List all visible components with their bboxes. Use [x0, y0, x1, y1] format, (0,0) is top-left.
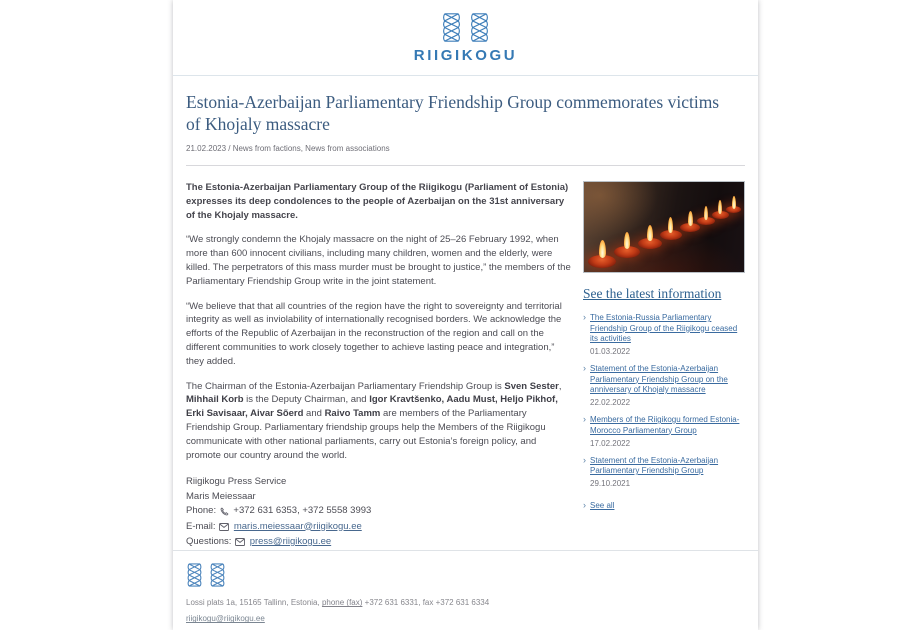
page-title: Estonia-Azerbaijan Parliamentary Friendship Group commemorates victims of Khojaly massacre: [186, 92, 720, 134]
article-divider: [186, 165, 745, 166]
contact-email-line: [186, 520, 573, 535]
member-name: Igor Kravtšenko, Aadu Must, Heljo Pikhof, Erki Savisaar, Aivar Sõerd: [186, 394, 558, 420]
logo-text: RIIGIKOGU: [413, 47, 518, 64]
member-name: Mihhail Korb: [186, 394, 244, 406]
footer-ornament-icons: [186, 563, 745, 587]
ornament-icon: [209, 563, 226, 587]
news-date: 17.02.2022: [590, 438, 631, 448]
article-meta: 21.02.2023 / News from factions, News from associations: [186, 144, 390, 153]
news-link[interactable]: Members of the Riigikogu formed Estonia-Morocco Parliamentary Group: [590, 415, 740, 435]
member-name: Raivo Tamm: [324, 408, 381, 420]
paragraph-members: [186, 380, 573, 463]
latest-news-item: [583, 364, 745, 407]
sidebar: [583, 181, 745, 550]
phone-label: Phone:: [186, 505, 217, 517]
contact-person: Maris Meiessaar: [186, 490, 256, 502]
latest-news-item: [583, 313, 745, 356]
riigikogu-logo[interactable]: [414, 12, 517, 64]
see-all-link[interactable]: See all: [590, 501, 615, 510]
latest-news-list: [583, 313, 745, 512]
email-label: E-mail:: [186, 520, 216, 532]
questions-label: Questions:: [186, 535, 232, 547]
latest-news-item: [583, 415, 745, 448]
page-card: [173, 0, 758, 630]
contact-email-link[interactable]: maris.meiessaar@riigikogu.ee: [233, 520, 362, 532]
members-text-segment: are members of the Parliamentary Friendship Group. Parliamentary friendship groups help the Members of the Riigikogu communicate with other national parliaments, carry out Estonia’s foreign policy, and promote our country around the world.: [186, 408, 546, 461]
article-body: [186, 181, 573, 550]
page-content: [173, 76, 758, 550]
members-text-segment: ,: [558, 380, 562, 392]
news-date: 22.02.2022: [590, 398, 631, 407]
news-date: 29.10.2021: [590, 479, 631, 488]
see-all-item: [583, 501, 745, 512]
site-header: [173, 0, 758, 76]
latest-information-heading[interactable]: See the latest information: [583, 286, 722, 301]
phone-numbers: +372 631 6353, +372 5558 3993: [233, 505, 372, 517]
email-icon: [235, 536, 245, 550]
latest-news-item: [583, 456, 745, 489]
email-icon: [219, 521, 229, 535]
members-text-segment: is the Deputy Chairman, and: [243, 394, 370, 406]
footer-email-link[interactable]: riigikogu@riigikogu.ee: [186, 614, 265, 624]
chevron-right-icon: ›: [583, 454, 586, 465]
contact-phone-line: [186, 504, 573, 519]
chevron-right-icon: ›: [583, 500, 586, 510]
paragraph-quote-2: “We believe that that all countries of the region have the right to sovereignty and territorial integrity as well as inviolability of internationally recognised borders. We acknowledge the efforts of the Republic of Azerbaijan in the reconstruction of the region and call on the different communities to work closely together to achieve lasting peace and integration,” they added.: [186, 300, 562, 367]
news-link[interactable]: Statement of the Estonia-Azerbaijan Parliamentary Friendship Group: [590, 455, 719, 475]
phone-icon: [220, 505, 229, 519]
logo-ornament-icons: [414, 12, 517, 43]
news-link[interactable]: Statement of the Estonia-Azerbaijan Parliamentary Friendship Group on the anniversary of Khojaly massacre: [590, 364, 728, 394]
news-link[interactable]: The Estonia-Russia Parliamentary Friendship Group of the Riigikogu ceased its activities: [590, 313, 738, 343]
chevron-right-icon: ›: [583, 363, 586, 373]
footer-address-text: Lossi plats 1a, 15165 Tallinn, Estonia,: [186, 598, 322, 608]
site-footer: [173, 550, 758, 630]
contact-org: Riigikogu Press Service: [186, 476, 287, 488]
contact-questions-line: [186, 535, 573, 550]
footer-address: [186, 598, 745, 607]
contact-questions-link[interactable]: press@riigikogu.ee: [249, 535, 332, 547]
ornament-icon: [469, 12, 490, 43]
chevron-right-icon: ›: [583, 414, 586, 424]
contact-block: [186, 475, 573, 550]
members-text-segment: The Chairman of the Estonia-Azerbaijan Parliamentary Friendship Group is: [186, 380, 505, 392]
paragraph-lead: The Estonia-Azerbaijan Parliamentary Group of the Riigikogu (Parliament of Estonia) expresses its deep condolences to the people of Azerbaijan on the 31st anniversary of the Khojaly massacre.: [186, 182, 569, 221]
footer-address-text: +372 631 6331, fax +372 631 6334: [362, 598, 490, 608]
chevron-right-icon: ›: [583, 312, 586, 322]
paragraph-quote-1: “We strongly condemn the Khojaly massacre on the night of 25–26 February 1992, when more than 600 innocent civilians, including many children, women and the elderly, were killed. The perpetrators of this mass murder must be brought to justice,” the members of the Parliamentary Friendship Group write in the joint statement.: [186, 234, 571, 287]
candles-photo: [583, 181, 745, 273]
ornament-icon: [441, 12, 462, 43]
members-text-segment: and: [303, 408, 325, 420]
ornament-icon: [186, 563, 203, 587]
footer-phone-link[interactable]: phone (fax): [321, 598, 363, 608]
member-name: Sven Sester: [504, 380, 559, 392]
news-date: 01.03.2022: [590, 347, 631, 356]
